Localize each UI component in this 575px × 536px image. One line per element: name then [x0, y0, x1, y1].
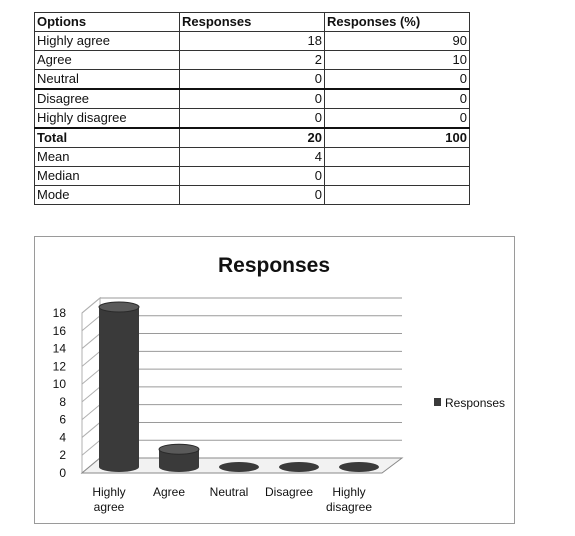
header-responses-percent: Responses (%): [325, 13, 470, 32]
row-percent: 10: [325, 51, 470, 70]
x-tick-label: Neutral: [209, 485, 249, 499]
row-option: Mode: [35, 186, 180, 205]
y-tick-label: 12: [52, 359, 66, 374]
y-tick-label: 6: [59, 412, 66, 427]
bar: [279, 462, 319, 472]
row-percent: 0: [325, 89, 470, 109]
y-tick-label: 18: [52, 306, 66, 320]
x-tick-label: Disagree: [264, 485, 314, 499]
gridline-side: [82, 351, 100, 366]
bar-base: [99, 462, 139, 472]
y-tick-label: 10: [52, 377, 66, 392]
header-options: Options: [35, 13, 180, 32]
row-option: Highly agree: [35, 32, 180, 51]
row-option: Mean: [35, 148, 180, 167]
gridline-side: [82, 316, 100, 331]
row-option: Median: [35, 167, 180, 186]
x-tick-label: Highly disagree: [325, 485, 373, 514]
bar: [99, 307, 139, 467]
row-option: Highly disagree: [35, 109, 180, 129]
legend-label: Responses: [445, 396, 506, 410]
gridline-side: [82, 369, 100, 384]
y-tick-label: 16: [52, 323, 66, 338]
row-percent: 0: [325, 70, 470, 90]
gridline-side: [82, 298, 100, 313]
row-responses: 0: [180, 89, 325, 109]
y-tick-label: 4: [59, 430, 66, 445]
row-option: Total: [35, 128, 180, 148]
row-responses: 2: [180, 51, 325, 70]
y-tick-label: 14: [52, 341, 66, 356]
row-responses: 0: [180, 167, 325, 186]
bar-base: [159, 462, 199, 472]
header-responses: Responses: [180, 13, 325, 32]
row-option: Disagree: [35, 89, 180, 109]
row-percent: 100: [325, 128, 470, 148]
gridline-side: [82, 405, 100, 420]
chart-title: Responses: [217, 254, 331, 277]
gridline-side: [82, 387, 100, 402]
row-responses: 0: [180, 70, 325, 90]
bar: [339, 462, 379, 472]
row-responses: 0: [180, 186, 325, 205]
gridline-side: [82, 422, 100, 437]
y-tick-label: 0: [59, 466, 66, 480]
side-wall: [82, 298, 100, 473]
row-percent: 0: [325, 109, 470, 129]
bar-top: [159, 444, 199, 454]
y-tick-label: 8: [59, 394, 66, 409]
y-tick-label: 2: [59, 448, 66, 463]
row-responses: 20: [180, 128, 325, 148]
row-responses: 4: [180, 148, 325, 167]
x-tick-label: Highly agree: [92, 485, 126, 514]
gridline-side: [82, 334, 100, 349]
gridline-side: [82, 440, 100, 455]
row-responses: 0: [180, 109, 325, 129]
bar: [219, 462, 259, 472]
x-tick-label: Agree: [152, 485, 186, 499]
row-percent: 90: [325, 32, 470, 51]
row-responses: 18: [180, 32, 325, 51]
bar-top: [99, 302, 139, 312]
row-option: Agree: [35, 51, 180, 70]
row-option: Neutral: [35, 70, 180, 90]
legend-swatch: [434, 398, 441, 406]
